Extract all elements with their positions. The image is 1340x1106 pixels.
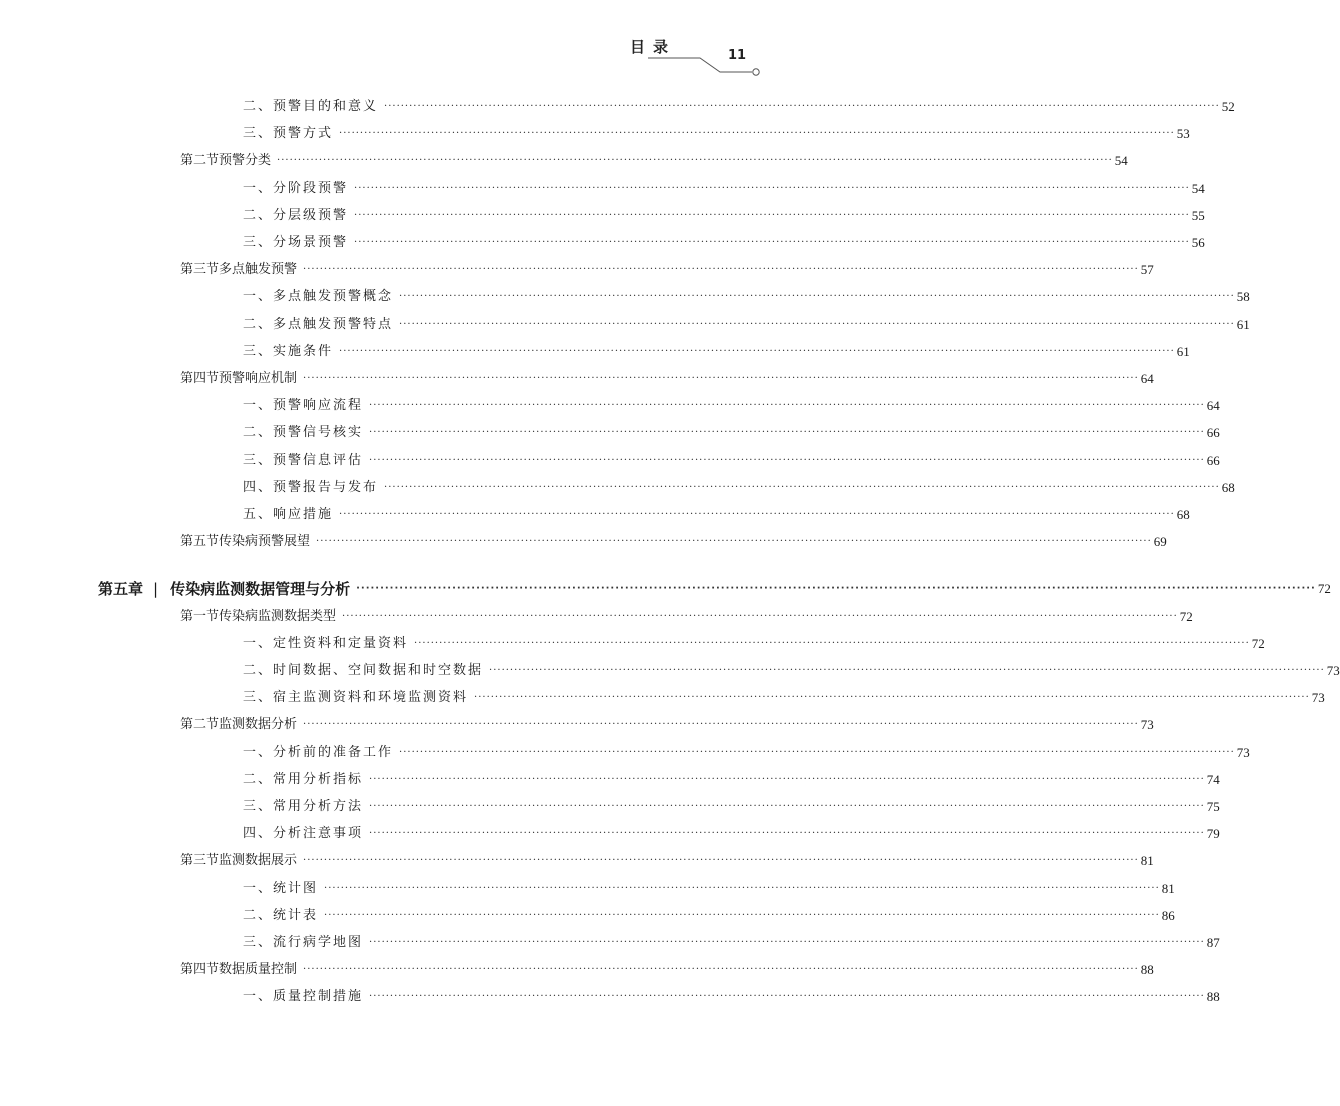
toc-entry-number: 二、 [243,907,274,923]
toc-entry [180,150,1128,172]
dot-leader: ········································································································································································································ [324,909,1160,921]
toc-entry [243,96,1235,118]
toc-entry-page: 73 [1236,744,1250,760]
toc-entry-number: 二、 [243,316,274,332]
toc-entry-page: 55 [1191,207,1205,223]
toc-entry-title: 传染病监测数据类型 [219,608,337,624]
toc-entry-title: 预警信号核实 [273,425,364,441]
toc-entry-title: 常用分析指标 [273,771,364,787]
toc-entry-title: 分阶段预警 [273,180,349,196]
toc-entry-number: 二、 [243,663,274,678]
toc-entry-title: 预警响应流程 [273,398,364,414]
dot-leader: ········································································································································································································ [369,400,1205,412]
toc-entry-page: 66 [1206,452,1220,468]
toc-entry [243,986,1220,1008]
toc-entry-page: 56 [1191,235,1205,250]
toc-entry-number: 三、 [243,935,274,950]
toc-entry-number: 第四节 [180,371,220,386]
toc-entry-title: 预警报告与发布 [273,479,379,495]
toc-entry-page: 57 [1140,262,1154,278]
toc-entry-number: 第五节 [180,534,220,550]
toc-entry-title: 宿主监测资料和环境监测资料 [273,690,469,706]
toc-entry-title: 数据质量控制 [219,962,298,978]
toc-entry [243,314,1250,336]
toc-entry [243,286,1250,308]
dot-leader: ········································································································································································································ [339,509,1175,520]
toc-entry-title: 统计表 [273,907,319,923]
toc-entry-page: 68 [1221,479,1235,495]
toc-entry [180,259,1154,281]
toc-entry-page: 58 [1236,289,1250,305]
toc-entry [180,368,1154,390]
toc-entry-title: 分析前的准备工作 [273,744,394,760]
toc-entry-title: 分析注意事项 [273,826,364,842]
toc-entry [243,905,1175,927]
dot-leader: ········································································································································································································ [369,454,1205,466]
toc-entry-number: 第三节 [180,262,220,278]
toc-entry-title: 流行病学地图 [273,935,364,950]
toc-entry-title: 监测数据分析 [219,717,298,733]
toc-entry-title: 预警方式 [273,126,334,142]
toc-entry-number: 一、 [243,744,274,760]
dot-leader: ········································································································································································································ [277,155,1113,167]
dot-leader: ········································································································································································································ [303,855,1139,867]
header-rule-icon [0,0,800,90]
toc-entry-title: 预警目的和意义 [273,99,379,114]
toc-entry-page: 87 [1206,935,1220,950]
toc-entry-page: 81 [1140,853,1154,869]
toc-entry [243,633,1265,655]
toc-entry-page: 61 [1176,343,1190,359]
toc-entry [243,932,1220,954]
toc-entry-number: 三、 [243,799,274,814]
dot-leader: ········································································································································································································ [384,101,1220,112]
toc-entry-number: 第二节 [180,717,220,733]
toc-entry-title: 定性资料和定量资料 [273,635,409,651]
toc-entry-title: 多点触发预警概念 [273,289,394,305]
toc-entry [243,742,1250,764]
toc-entry-page: 53 [1176,126,1190,142]
dot-leader: ········································································································································································································ [303,264,1139,276]
dot-leader: ········································································································································································································ [369,801,1205,812]
dot-leader: ········································································································································································································ [369,828,1205,840]
toc-entry-title: 常用分析方法 [273,799,364,814]
toc-entry-title: 分场景预警 [273,235,349,250]
dot-leader: ········································································································································································································ [339,128,1175,140]
toc-entry-title: 预警分类 [219,153,272,169]
toc-entry-title: 预警信息评估 [273,452,364,468]
toc-entry-number: 四、 [243,826,274,842]
toc-entry-page: 52 [1221,99,1235,114]
toc-entry [180,606,1193,628]
toc-entry [243,660,1340,682]
toc-entry [243,341,1190,363]
toc-entry-page: 72 [1317,581,1331,597]
toc-entry-title: 传染病预警展望 [219,534,311,550]
header-page-number: 11 [728,48,747,63]
toc-entry [180,531,1167,553]
toc-entry-title: 多点触发预警特点 [273,316,394,332]
toc-entry-number: 一、 [243,880,274,896]
toc-entry-page: 81 [1161,880,1175,896]
dot-leader: ········································································································································································································ [369,773,1205,785]
toc-entry-page: 54 [1191,180,1205,196]
toc-entry [243,504,1190,526]
toc-entry [243,769,1220,791]
toc-entry [243,878,1175,900]
toc-entry-page: 73 [1140,717,1154,733]
toc-entry-number: 一、 [243,180,274,196]
dot-leader: ········································································································································································································ [342,610,1178,622]
dot-leader: ········································································································································································································ [303,373,1139,384]
dot-leader: ········································································································································································································ [356,583,1316,595]
toc-entry [180,714,1154,736]
chapter-separator-icon: | [153,580,159,599]
toc-entry-page: 64 [1140,371,1154,386]
toc-entry-title: 监测数据展示 [219,853,298,869]
dot-leader: ········································································································································································································ [369,937,1205,948]
toc-entry-page: 61 [1236,316,1250,332]
toc-entry-number: 二、 [243,99,274,114]
toc-entry [243,178,1205,200]
toc-entry-title: 实施条件 [273,343,334,359]
toc-entry-number: 第五章 [98,580,144,599]
toc-entry-number: 第二节 [180,153,220,169]
toc-entry-page: 86 [1161,907,1175,923]
toc-entry [243,477,1235,499]
toc-entry-number: 一、 [243,635,274,651]
toc-entry-page: 68 [1176,507,1190,522]
toc-entry-title: 响应措施 [273,507,334,522]
toc-entry-number: 五、 [243,507,274,522]
dot-leader: ········································································································································································································ [324,882,1160,894]
dot-leader: ········································································································································································································ [354,182,1190,194]
toc-entry-number: 二、 [243,771,274,787]
dot-leader: ········································································································································································································ [369,991,1205,1003]
toc-entry [243,205,1205,227]
dot-leader: ········································································································································································································ [489,665,1325,676]
toc-entry-title: 传染病监测数据管理与分析 [170,580,351,599]
toc-entry [243,123,1190,145]
header-title: 目录 [630,38,677,56]
toc-entry [243,796,1220,818]
toc-entry-page: 75 [1206,799,1220,814]
dot-leader: ········································································································································································································ [354,237,1190,248]
toc-entry [243,450,1220,472]
toc-entry [180,850,1154,872]
dot-leader: ········································································································································································································ [399,291,1235,303]
dot-leader: ········································································································································································································ [414,637,1250,649]
toc-entry-page: 66 [1206,425,1220,441]
toc-entry-number: 三、 [243,343,274,359]
toc-entry [98,578,1331,600]
dot-leader: ········································································································································································································ [399,318,1235,330]
toc-entry-page: 72 [1251,635,1265,651]
toc-entry-page: 74 [1206,771,1220,787]
dot-leader: ········································································································································································································ [303,964,1139,976]
dot-leader: ········································································································································································································ [369,427,1205,439]
dot-leader: ········································································································································································································ [384,481,1220,493]
dot-leader: ········································································································································································································ [303,719,1139,731]
toc-entry-number: 第四节 [180,962,220,978]
toc-entry-number: 三、 [243,235,274,250]
toc-entry-page: 88 [1206,989,1220,1005]
toc-entry-page: 73 [1326,663,1340,678]
toc-entry-title: 质量控制措施 [273,989,364,1005]
toc-entry-page: 72 [1179,608,1193,624]
toc-entry-number: 三、 [243,126,274,142]
toc-entry [243,823,1220,845]
toc-entry-number: 二、 [243,207,274,223]
dot-leader: ········································································································································································································ [316,536,1152,548]
toc-entry-number: 第三节 [180,853,220,869]
dot-leader: ········································································································································································································ [399,746,1235,758]
toc-entry-title: 统计图 [273,880,319,896]
toc-entry [243,687,1325,709]
toc-entry-page: 79 [1206,826,1220,842]
toc-entry-page: 88 [1140,962,1154,978]
toc-entry-number: 二、 [243,425,274,441]
toc-entry-title: 分层级预警 [273,207,349,223]
page-header [0,0,800,90]
toc-entry-title: 预警响应机制 [219,371,298,386]
toc-entry-title: 多点触发预警 [219,262,298,278]
toc-entry-title: 时间数据、空间数据和时空数据 [273,663,484,678]
dot-leader: ········································································································································································································ [339,345,1175,357]
dot-leader: ········································································································································································································ [474,692,1310,704]
toc-entry [243,232,1205,254]
toc-entry-number: 三、 [243,452,274,468]
toc-entry-page: 64 [1206,398,1220,414]
toc-entry-number: 一、 [243,289,274,305]
toc-entry-page: 73 [1311,690,1325,706]
toc-entry-number: 三、 [243,690,274,706]
dot-leader: ········································································································································································································ [354,209,1190,221]
toc-entry [243,422,1220,444]
toc-entry [180,959,1154,981]
toc-entry-page: 54 [1114,153,1128,169]
toc-entry-page: 69 [1153,534,1167,550]
toc-entry-number: 一、 [243,989,274,1005]
toc-entry-number: 四、 [243,479,274,495]
toc-entry-number: 一、 [243,398,274,414]
toc-entry-number: 第一节 [180,608,220,624]
toc-entry [243,395,1220,417]
